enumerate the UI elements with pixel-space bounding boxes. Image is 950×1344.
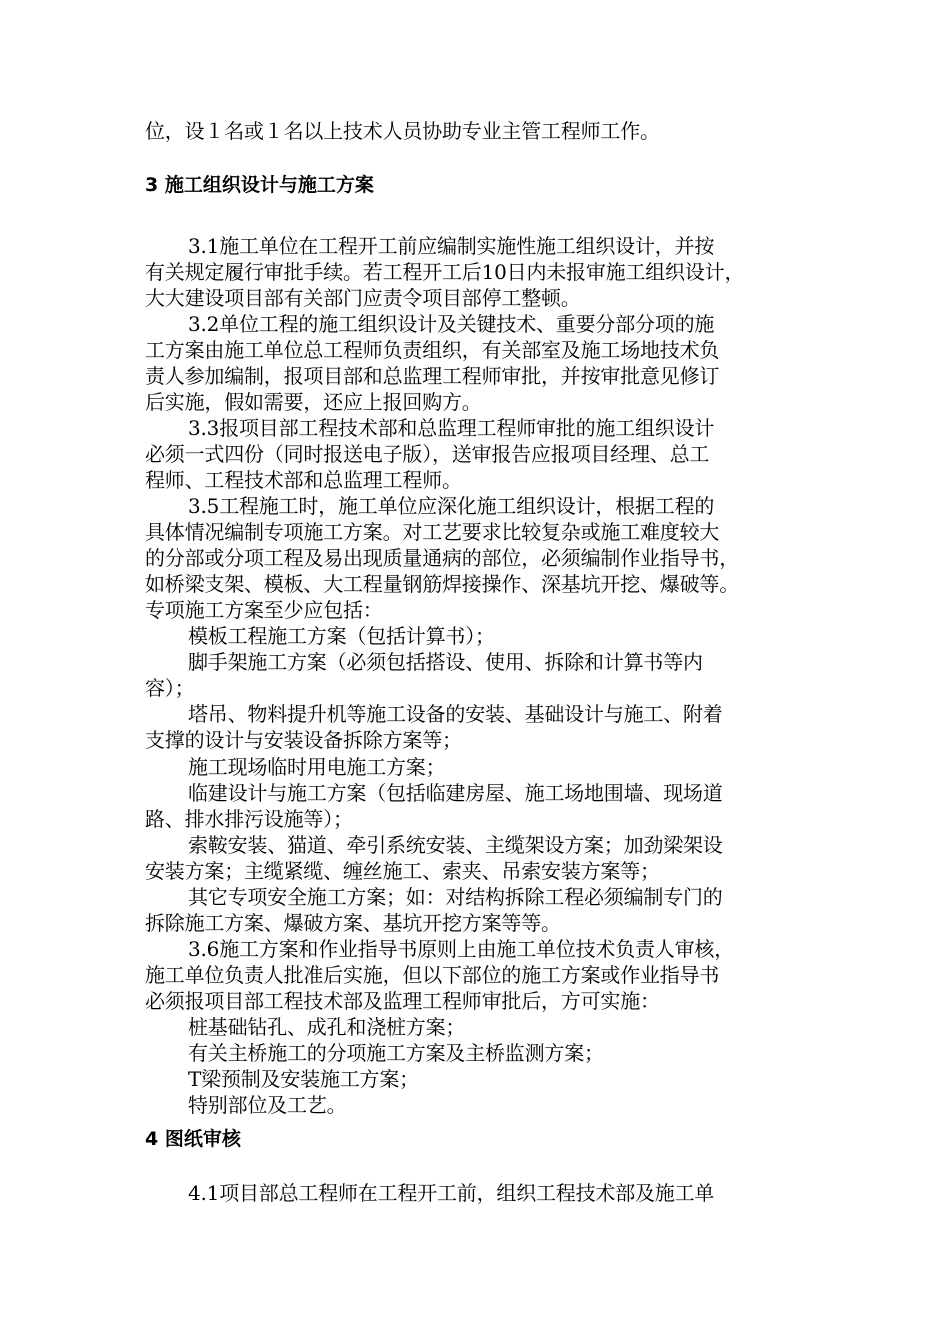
- paragraph-line: 3.2单位工程的施工组织设计及关键技术、重要分部分项的施: [188, 312, 715, 336]
- paragraph-line: 后实施，假如需要，还应上报回购方。: [145, 390, 482, 414]
- paragraph-line: 3.5工程施工时，施工单位应深化施工组织设计，根据工程的: [188, 494, 715, 518]
- paragraph-line: 施工单位负责人批准后实施，但以下部位的施工方案或作业指导书: [145, 963, 720, 987]
- paragraph-line: 必须一式四份（同时报送电子版），送审报告应报项目经理、总工: [145, 442, 710, 466]
- paragraph-line: 特别部位及工艺。: [188, 1093, 347, 1117]
- paragraph-line: 专项施工方案至少应包括：: [145, 598, 383, 622]
- section-heading: 4 图纸审核: [145, 1128, 241, 1150]
- paragraph-line: 工方案由施工单位总工程师负责组织，有关部室及施工场地技术负: [145, 338, 720, 362]
- paragraph-line: 大大建设项目部有关部门应责令项目部停工整顿。: [145, 286, 581, 310]
- paragraph-line: 如桥梁支架、模板、大工程量钢筋焊接操作、深基坑开挖、爆破等。: [145, 572, 739, 596]
- paragraph-line: 有关主桥施工的分项施工方案及主桥监测方案；: [188, 1041, 604, 1065]
- paragraph-line: 安装方案；主缆紧缆、缠丝施工、索夹、吊索安装方案等；: [145, 859, 660, 883]
- paragraph-line: 施工现场临时用电施工方案；: [188, 755, 446, 779]
- paragraph-line: 3.6施工方案和作业指导书原则上由施工单位技术负责人审核，: [188, 937, 735, 961]
- section-heading: 3 施工组织设计与施工方案: [145, 174, 374, 196]
- paragraph-line: 3.3报项目部工程技术部和总监理工程师审批的施工组织设计: [188, 416, 715, 440]
- paragraph-line: 塔吊、物料提升机等施工设备的安装、基础设计与施工、附着: [188, 702, 723, 726]
- paragraph-line: 3.1施工单位在工程开工前应编制实施性施工组织设计，并按: [188, 234, 715, 258]
- paragraph-line: 索鞍安装、猫道、牵引系统安装、主缆架设方案；加劲梁架设: [188, 833, 723, 857]
- paragraph-line: 桩基础钻孔、成孔和浇桩方案；: [188, 1015, 466, 1039]
- paragraph-line: 程师、工程技术部和总监理工程师。: [145, 468, 462, 492]
- paragraph-line: 4.1项目部总工程师在工程开工前，组织工程技术部及施工单: [188, 1181, 715, 1205]
- paragraph-line: 必须报项目部工程技术部及监理工程师审批后，方可实施：: [145, 989, 660, 1013]
- paragraph-line: 临建设计与施工方案（包括临建房屋、施工场地围墙、现场道: [188, 781, 723, 805]
- paragraph-line: 拆除施工方案、爆破方案、基坑开挖方案等等。: [145, 911, 561, 935]
- paragraph-line: 有关规定履行审批手续。若工程开工后10日内未报审施工组织设计，: [145, 260, 745, 284]
- paragraph-line: 责人参加编制，报项目部和总监理工程师审批，并按审批意见修订: [145, 364, 720, 388]
- paragraph-line: 路、排水排污设施等）；: [145, 807, 353, 831]
- paragraph-line: T梁预制及安装施工方案；: [188, 1067, 419, 1091]
- paragraph-line: 的分部或分项工程及易出现质量通病的部位，必须编制作业指导书，: [145, 546, 739, 570]
- paragraph-line: 支撑的设计与安装设备拆除方案等；: [145, 728, 462, 752]
- paragraph-line: 位，设１名或１名以上技术人员协助专业主管工程师工作。: [145, 119, 660, 143]
- paragraph-line: 容）；: [145, 676, 195, 700]
- paragraph-line: 具体情况编制专项施工方案。对工艺要求比较复杂或施工难度较大: [145, 520, 720, 544]
- paragraph-line: 脚手架施工方案（必须包括搭设、使用、拆除和计算书等内: [188, 650, 703, 674]
- paragraph-line: 模板工程施工方案（包括计算书）；: [188, 624, 495, 648]
- paragraph-line: 其它专项安全施工方案；如：对结构拆除工程必须编制专门的: [188, 885, 723, 909]
